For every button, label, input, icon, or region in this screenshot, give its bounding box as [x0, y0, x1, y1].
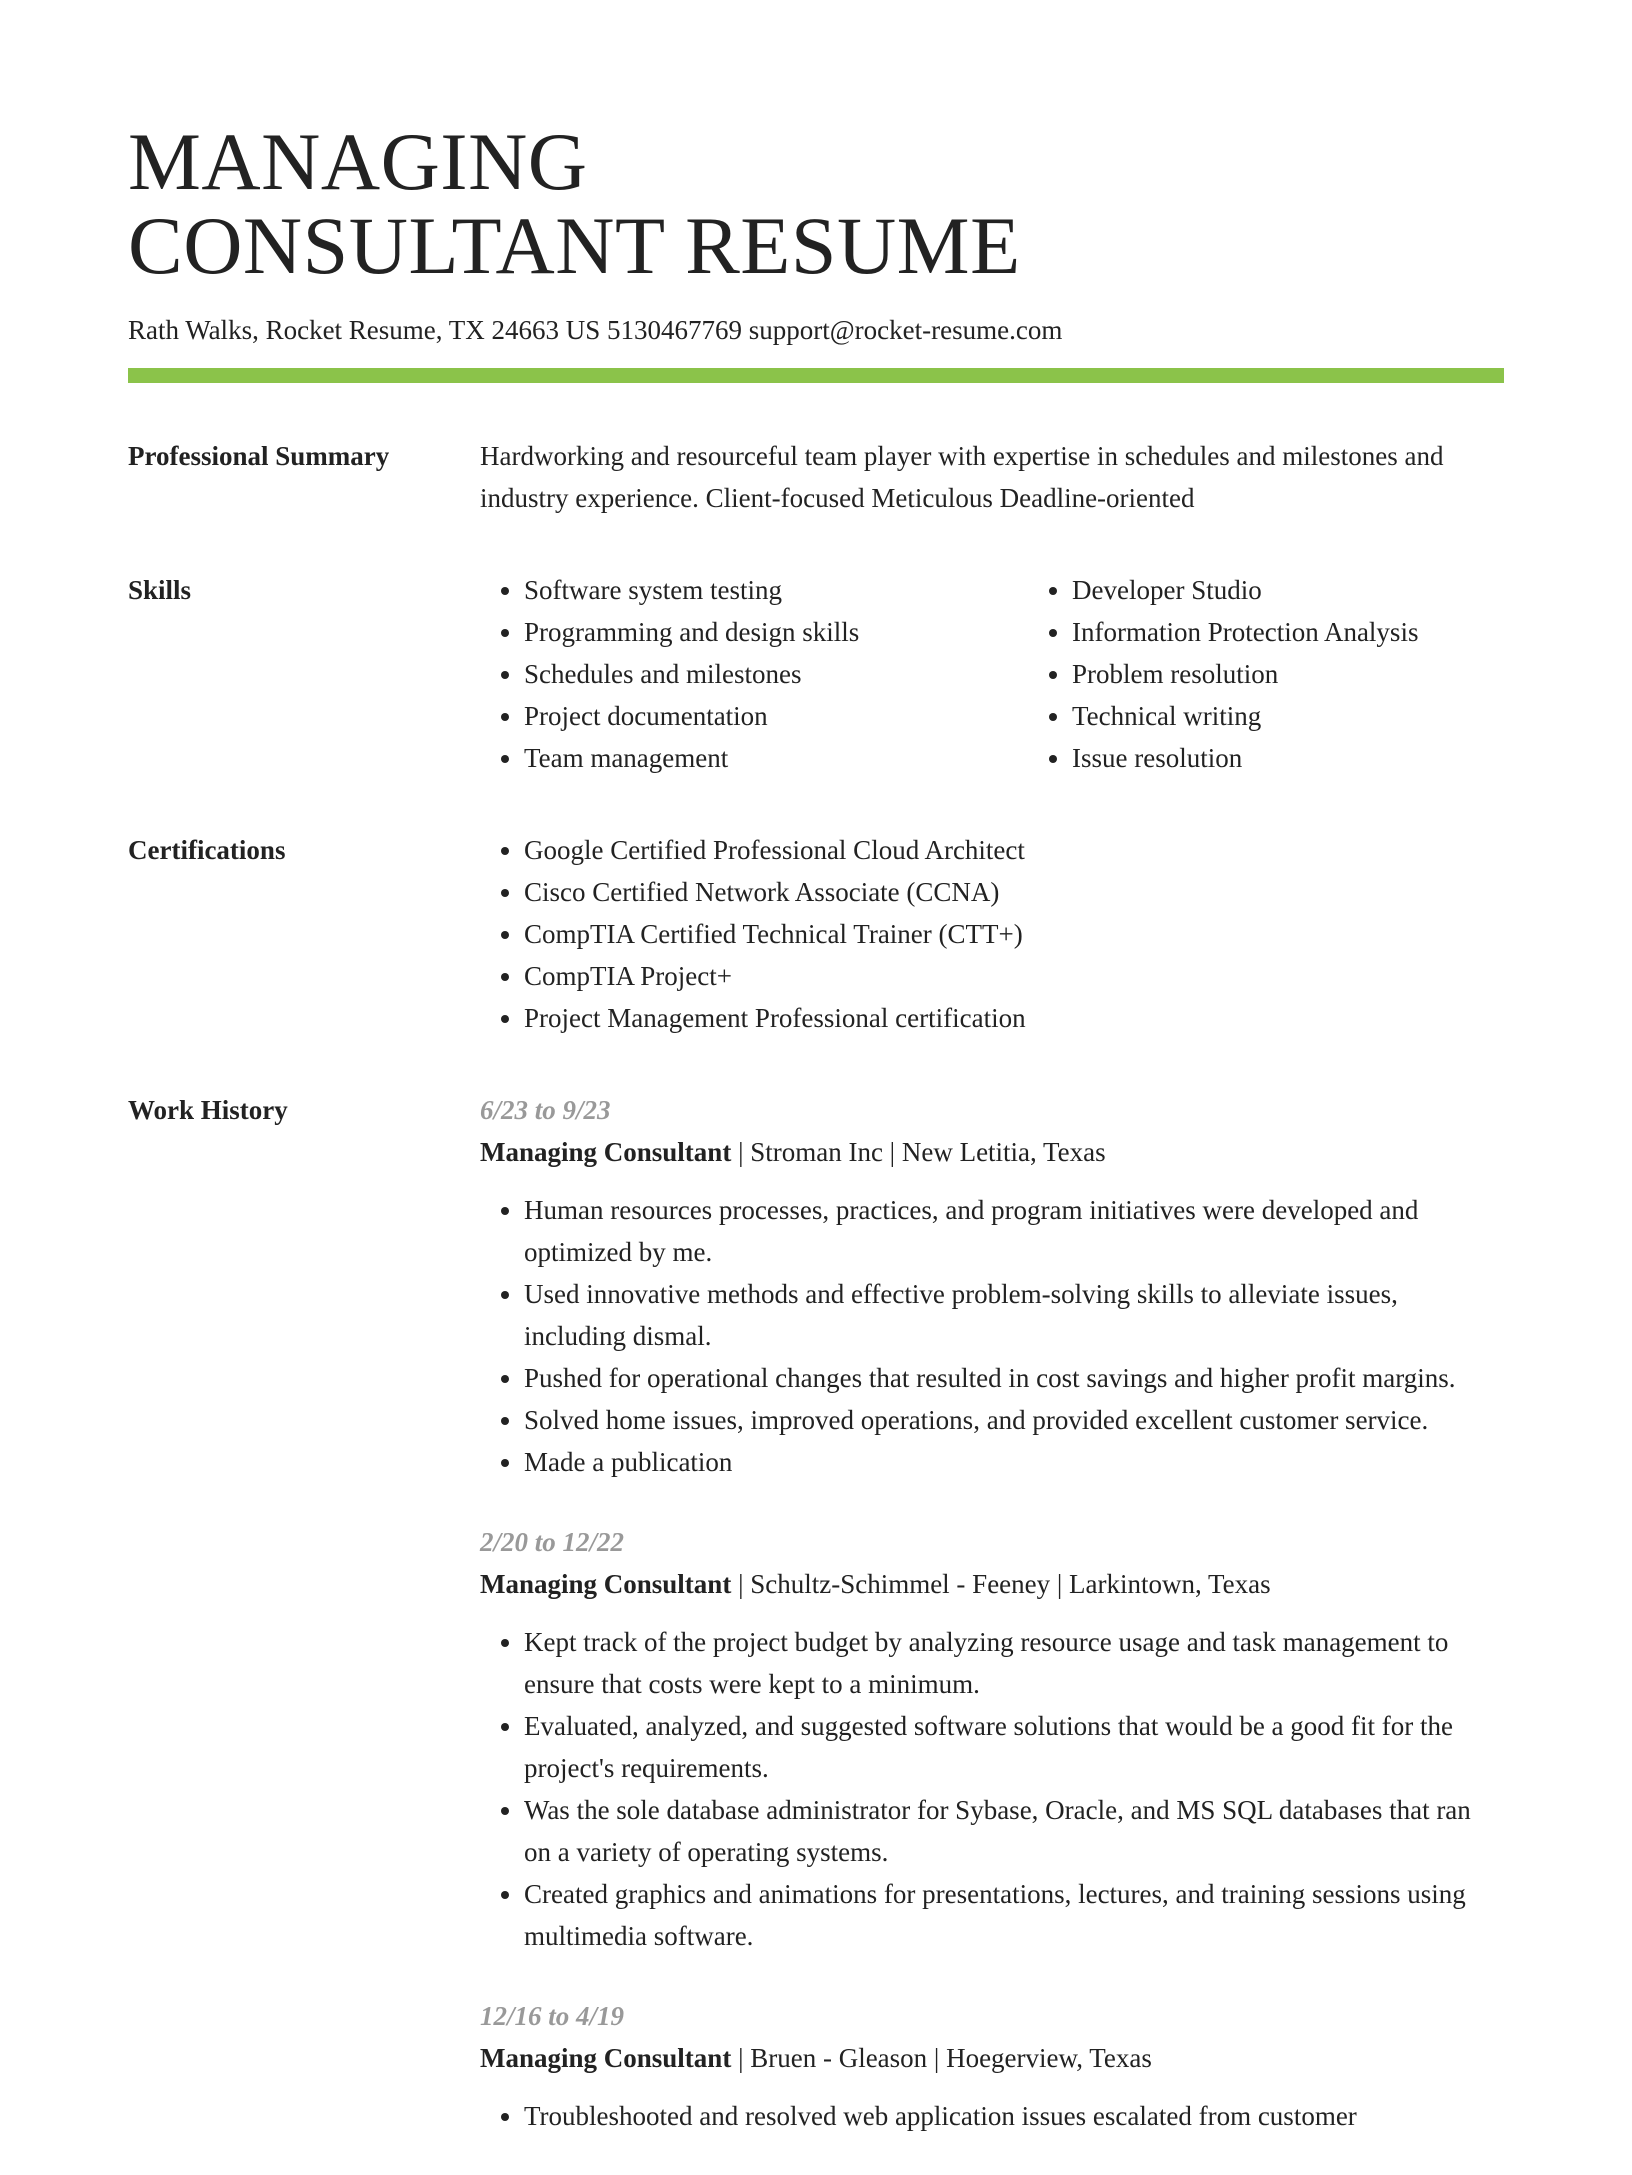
skill-item: • Programming and design skills — [524, 611, 1028, 653]
title-line-2: CONSULTANT RESUME — [128, 200, 1021, 291]
job-bullets — [480, 1621, 1504, 1957]
job-bullets — [480, 2095, 1504, 2137]
job-bullet: • Pushed for operational changes that resulted in cost savings and higher profit margins. — [524, 1357, 1504, 1399]
resume-title — [128, 116, 1504, 291]
summary-label: Professional Summary — [128, 441, 390, 471]
certification-item: • Project Management Professional certification — [524, 997, 1504, 1039]
skill-item: • Information Protection Analysis — [1072, 611, 1576, 653]
work-history-label: Work History — [128, 1095, 288, 1125]
job-title-line — [480, 1131, 1504, 1173]
job-bullet: • Kept track of the project budget by analyzing resource usage and task management to ensure that costs were kept to a minimum. — [524, 1621, 1504, 1705]
skill-item: • Technical writing — [1072, 695, 1576, 737]
job-bullet: • Used innovative methods and effective problem-solving skills to alleviate issues, including dismal. — [524, 1273, 1504, 1357]
certifications-list — [480, 829, 1504, 1039]
skills-section — [128, 569, 1504, 779]
job-bullet: • Troubleshooted and resolved web application issues escalated from customer — [524, 2095, 1504, 2137]
job-dates: 6/23 to 9/23 — [480, 1095, 611, 1125]
skill-item: • Issue resolution — [1072, 737, 1576, 779]
job-title: Managing Consultant — [480, 1137, 732, 1167]
job-title: Managing Consultant — [480, 1569, 732, 1599]
job-title-line — [480, 1563, 1504, 1605]
work-history-section — [128, 1089, 1504, 2175]
skills-column-1 — [480, 569, 1028, 779]
job-entry — [480, 1521, 1504, 1957]
skill-item: • Project documentation — [524, 695, 1028, 737]
skills-column-2 — [1028, 569, 1576, 779]
certifications-label: Certifications — [128, 835, 286, 865]
skills-label: Skills — [128, 575, 192, 605]
certification-item: • Google Certified Professional Cloud Architect — [524, 829, 1504, 871]
certifications-section — [128, 829, 1504, 1039]
contact-info: Rath Walks, Rocket Resume, TX 24663 US 5130467769 support@rocket-resume.com — [128, 315, 1063, 345]
job-bullet: • Created graphics and animations for presentations, lectures, and training sessions using multimedia software. — [524, 1873, 1504, 1957]
summary-text: Hardworking and resourceful team player with expertise in schedules and milestones and industry experience. Client-focused Meticulous Deadline-oriented — [480, 441, 1444, 513]
skill-item: • Team management — [524, 737, 1028, 779]
job-bullet: • Evaluated, analyzed, and suggested software solutions that would be a good fit for the project's requirements. — [524, 1705, 1504, 1789]
job-bullet: • Made a publication — [524, 1441, 1504, 1483]
skill-item: • Schedules and milestones — [524, 653, 1028, 695]
job-details: | Bruen - Gleason | Hoegerview, Texas — [731, 2043, 1152, 2073]
title-line-1: MANAGING — [128, 116, 588, 207]
job-entry — [480, 1995, 1504, 2137]
resume-page — [128, 116, 1504, 2175]
job-title: Managing Consultant — [480, 2043, 732, 2073]
job-bullet: • Solved home issues, improved operations, and provided excellent customer service. — [524, 1399, 1504, 1441]
job-bullet: • Was the sole database administrator for Sybase, Oracle, and MS SQL databases that ran on a variety of operating systems. — [524, 1789, 1504, 1873]
skill-item: • Problem resolution — [1072, 653, 1576, 695]
skill-item: • Developer Studio — [1072, 569, 1576, 611]
certification-item: • CompTIA Certified Technical Trainer (CTT+) — [524, 913, 1504, 955]
skills-grid — [480, 569, 1576, 779]
job-title-line — [480, 2037, 1504, 2079]
job-bullet: • Human resources processes, practices, and program initiatives were developed and optimized by me. — [524, 1189, 1504, 1273]
job-details: | Schultz-Schimmel - Feeney | Larkintown, Texas — [731, 1569, 1271, 1599]
job-bullets — [480, 1189, 1504, 1483]
job-dates: 2/20 to 12/22 — [480, 1527, 625, 1557]
job-entry — [480, 1089, 1504, 1483]
skill-item: • Software system testing — [524, 569, 1028, 611]
certification-item: • Cisco Certified Network Associate (CCNA) — [524, 871, 1504, 913]
job-details: | Stroman Inc | New Letitia, Texas — [731, 1137, 1106, 1167]
job-dates: 12/16 to 4/19 — [480, 2001, 625, 2031]
certification-item: • CompTIA Project+ — [524, 955, 1504, 997]
summary-section — [128, 435, 1504, 519]
accent-divider — [128, 368, 1504, 383]
